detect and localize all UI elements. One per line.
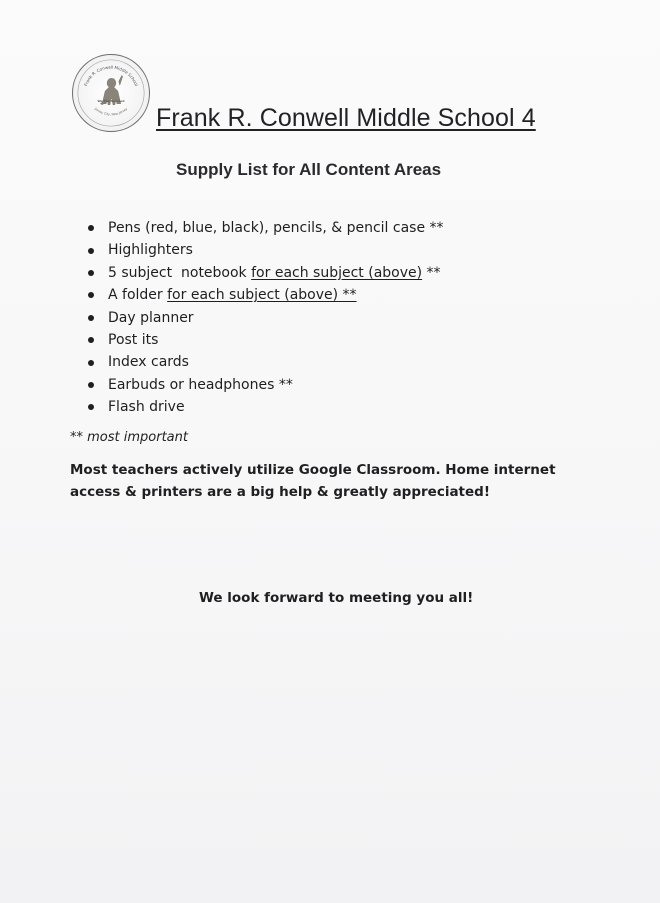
svg-text:Frank R. Conwell Middle School: Frank R. Conwell Middle School (83, 64, 139, 87)
list-item-text: Day planner (108, 309, 194, 326)
list-item (88, 374, 444, 396)
bullet-icon (88, 225, 94, 231)
importance-note: ** most important (70, 430, 188, 445)
bullet-icon (88, 337, 94, 343)
list-item (88, 329, 444, 351)
list-item (88, 262, 444, 284)
bullet-icon (88, 270, 94, 276)
list-item-suffix: ** (422, 264, 441, 281)
list-item (88, 239, 444, 261)
svg-text:We Can Succeed: We Can Succeed (97, 98, 125, 103)
list-item-text: Flash drive (108, 399, 185, 416)
list-item (88, 284, 444, 306)
supply-list (88, 217, 444, 419)
list-item-text: A folder (108, 287, 168, 304)
bullet-icon (88, 315, 94, 321)
list-item-text: Earbuds or headphones ** (108, 376, 293, 393)
list-item-underlined: for each subject (above) ** (167, 287, 357, 304)
closing-message: We look forward to meeting you all! (199, 590, 474, 606)
bullet-icon (88, 248, 94, 254)
page-title: Frank R. Conwell Middle School 4 (156, 104, 536, 132)
info-paragraph-line: Most teachers actively utilize Google Classroom. Home internet (70, 462, 556, 478)
info-paragraph (70, 459, 590, 503)
list-item-text: Post its (108, 331, 159, 348)
list-item (88, 396, 444, 418)
list-item-text: Highlighters (108, 242, 193, 259)
school-logo-graphic (73, 55, 149, 131)
bullet-icon (88, 292, 94, 298)
bullet-icon (88, 404, 94, 410)
list-item-text: 5 subject notebook (108, 264, 252, 281)
list-item-text: Index cards (108, 354, 189, 371)
list-item-underlined: for each subject (above) (251, 264, 423, 281)
info-paragraph-line: access & printers are a big help & greatly appreciated! (70, 484, 490, 500)
list-item-text: Pens (red, blue, black), pencils, & pencil case ** (108, 220, 444, 236)
list-item (88, 351, 444, 373)
svg-text:Jersey City, New Jersey: Jersey City, New Jersey (93, 106, 129, 117)
bullet-icon (88, 382, 94, 388)
bullet-icon (88, 360, 94, 366)
page-subtitle: Supply List for All Content Areas (176, 160, 442, 179)
school-logo-seal (72, 54, 150, 132)
list-item (88, 307, 444, 329)
list-item (88, 217, 444, 239)
